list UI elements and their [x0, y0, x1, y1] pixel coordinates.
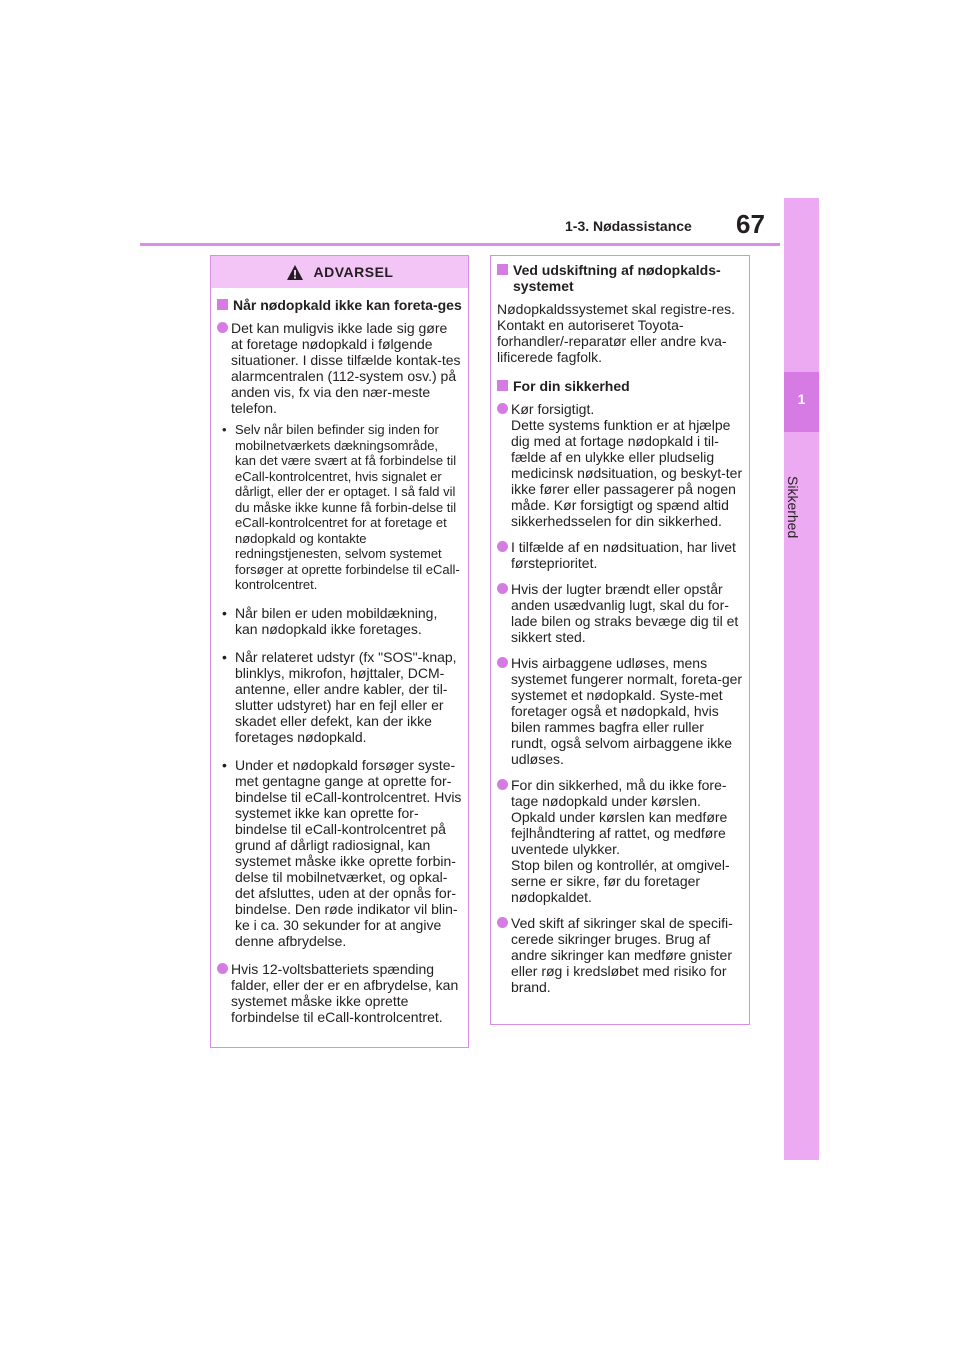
warning-content	[211, 288, 468, 1025]
bullet-mark: •	[222, 604, 227, 621]
list-item	[497, 401, 743, 529]
info-heading	[497, 262, 743, 294]
circle-bullet-icon	[497, 541, 508, 552]
square-bullet-icon	[217, 299, 228, 310]
item-text: Under et nødopkald forsøger syste-met gentagne gange at oprette for-bindelse til eCall-kontrolcentret. Hvis systemet ikke kan oprette for-bindelse til eCall-kontrolcentret på grund af dårligt radiosignal, kan systemet måske ikke oprette forbin-delse til mobilnetværket, og opkal-det afsluttes, uden at der opnås for-bindelse. Den røde indikator vil blin-ke i ca. 30 sekunder for at angive denne afbrydelse.	[235, 756, 462, 949]
sub-list-item	[217, 605, 462, 637]
item-text: Det kan muligvis ikke lade sig gøre at foretage nødopkald i følgende situationer. I disse tilfælde kontak-tes alarmcentralen (112-system osv.) på anden vis, fx via den nær-meste telefon.	[231, 320, 461, 416]
square-bullet-icon	[497, 264, 508, 275]
item-text: Hvis airbaggene udløses, mens systemet fungerer normalt, foreta-ger systemet et nødopkald. Syste-met foretager også et nødopkald, hvis bilen rammes bagfra eller ruller rundt, også selvom airbaggene ikke udløses.	[511, 655, 743, 767]
list-item	[217, 320, 462, 416]
header-divider	[140, 243, 780, 246]
sub-list-item	[217, 422, 462, 593]
list-item	[497, 915, 743, 995]
warning-triangle-icon	[286, 264, 304, 281]
circle-bullet-icon	[217, 963, 228, 974]
item-text: I tilfælde af en nødsituation, har livet førsteprioritet.	[511, 539, 736, 571]
section-title: 1-3. Nødassistance	[565, 218, 692, 234]
chapter-side-tab	[784, 198, 819, 1160]
circle-bullet-icon	[497, 657, 508, 668]
item-text: Kør forsigtigt. Dette systems funktion er at hjælpe dig med at fortage nødopkald i til-fælde af en ulykke eller pludselig medicinsk nødsituation, og beskyt-ter ikke fører eller passagerer på nogen måde. Kør forsigtigt og spænd altid sikkerhedsselen for din sikkerhed.	[511, 401, 743, 529]
heading-text: For din sikkerhed	[513, 378, 630, 394]
heading-text: Når nødopkald ikke kan foreta-ges	[233, 297, 462, 313]
warning-heading	[217, 297, 462, 313]
page-number: 67	[736, 209, 765, 239]
paragraph: Nødopkaldssystemet skal registre-res. Kontakt en autoriseret Toyota-forhandler/-reparatør eller andre kva-lificerede fagfolk.	[497, 301, 736, 365]
circle-bullet-icon	[497, 403, 508, 414]
list-item	[497, 539, 743, 571]
square-bullet-icon	[497, 380, 508, 391]
circle-bullet-icon	[497, 917, 508, 928]
list-item	[217, 961, 462, 1025]
item-text: Hvis der lugter brændt eller opstår anden usædvanlig lugt, skal du for-lade bilen og straks bevæge dig til et sikkert sted.	[511, 581, 739, 645]
chapter-label: Sikkerhed	[785, 476, 801, 539]
sub-list-item	[217, 649, 462, 745]
warning-box	[210, 255, 469, 1048]
info-box	[490, 255, 750, 1025]
heading-text: Ved udskiftning af nødopkalds-systemet	[513, 262, 721, 294]
item-text: Ved skift af sikringer skal de specifi-cerede sikringer bruges. Brug af andre sikringer kan medføre gnister eller røg i kredsløbet med risiko for brand.	[511, 915, 733, 995]
item-text: Selv når bilen befinder sig inden for mobilnetværkets dækningsområde, kan det være svært at få forbindelse til eCall-kontrolcentret, hvis signalet er dårligt, eller der er optaget. I så fald vil du måske ikke kunne få forbin-delse til eCall-kontrolcentret for at foretage et nødopkald og kontakte redningstjenesten, selvom systemet forsøger at oprette forbindelse til eCall-kontrolcentret.	[235, 422, 460, 592]
sub-list-item	[217, 757, 462, 949]
bullet-mark: •	[222, 756, 227, 773]
item-text: Når bilen er uden mobildækning, kan nødopkald ikke foretages.	[235, 604, 438, 637]
item-text: Hvis 12-voltsbatteriets spænding falder, eller der er en afbrydelse, kan systemet måske ikke oprette forbindelse til eCall-kontrolcentret.	[231, 960, 459, 1025]
warning-header	[211, 256, 468, 288]
chapter-number: 1	[797, 391, 806, 407]
info-heading	[497, 378, 743, 394]
list-item	[497, 655, 743, 767]
list-item	[497, 581, 743, 645]
bullet-mark: •	[222, 648, 227, 665]
list-item	[497, 777, 743, 905]
circle-bullet-icon	[217, 322, 228, 333]
warning-title: ADVARSEL	[313, 264, 394, 280]
item-text: For din sikkerhed, må du ikke fore-tage nødopkald under kørslen. Opkald under kørslen kan medføre fejlhåndtering af rattet, og medføre uventede ulykker. Stop bilen og kontrollér, at omgivel-serne er sikre, før du foretager nødopkaldet.	[511, 777, 730, 905]
bullet-mark: •	[222, 422, 227, 437]
info-content	[491, 256, 749, 995]
item-text: Når relateret udstyr (fx "SOS"-knap, blinklys, mikrofon, højttaler, DCM-antenne, eller andre kabler, der til-slutter udstyret) har en fejl eller er skadet eller defekt, kan der ikke foretages nødopkald.	[235, 648, 457, 745]
circle-bullet-icon	[497, 779, 508, 790]
circle-bullet-icon	[497, 583, 508, 594]
